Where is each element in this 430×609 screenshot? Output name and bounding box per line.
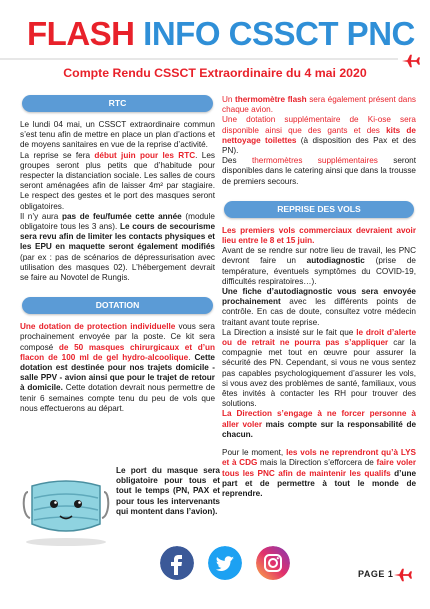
cabin-paragraph-3: Des thermomètres supplémentaires seront disponibles dans le catering ainsi que dans la trousse de premiers secours. — [222, 156, 417, 186]
page-header — [0, 14, 430, 58]
header-divider — [0, 58, 430, 60]
social-icons — [160, 546, 300, 584]
rtc-paragraph-1: Le lundi 04 mai, un CSSCT extraordinaire commun s’est tenu afin de mettre en place un plan d’actions et de moyens sanitaires en vue de la reprise d’activité. — [20, 120, 215, 150]
reprise-paragraph-4: La Direction a insisté sur le fait que le droit d’alerte ou de retrait ne pourra pas s’appliquer car la compagnie met tout en œuvre pour assurer la sécurité des PN. Cependant, si vous ne vous sentez pas capables psychologiquement d’assurer les vols, si vous avez des problèmes de santé, familiaux, vous êtes invités à contacter les RH pour trouver des solutions. — [222, 327, 417, 409]
reprise-paragraph-1: Les premiers vols commerciaux devraient avoir lieu entre le 8 et 15 juin. — [222, 225, 416, 246]
rtc-paragraph-3: Il n’y aura pas de feu/fumée cette année (module obligatoire tous les 3 ans). Le cours de secourisme sera revu afin de limiter les contacts physiques et les EPU en maquette seront également modifiés (par ex : pas de scénarios de dépressurisation avec utilisation des masques 02). L’hébergement devrait se faire au Novotel de Rungis. — [20, 211, 215, 283]
page-subtitle: Compte Rendu CSSCT Extraordinaire du 4 mai 2020 — [63, 66, 367, 80]
page-number: PAGE 1 — [358, 569, 394, 579]
left-column — [20, 95, 215, 414]
section-heading-rtc: RTC — [22, 95, 213, 112]
page-title — [27, 14, 415, 54]
facebook-icon[interactable] — [160, 546, 194, 580]
mask-block — [20, 466, 220, 551]
rtc-paragraph-2: La reprise se fera début juin pour les RTC. Les groupes seront plus petits que d’habitude pour respecter la distanciation sociale. Les salles de cours seront aménagées afin de laisser 4m² par stagiaire. Le respect des gestes et le port des masques seront obligatoires. — [20, 150, 215, 211]
title-info: INFO CSSCT PNC — [143, 15, 415, 52]
cabin-paragraph-1: Un thermomètre flash sera également présent dans chaque avion. — [222, 95, 417, 115]
right-column — [222, 95, 416, 499]
section-heading-dotation: DOTATION — [22, 297, 213, 314]
title-flash: FLASH — [27, 15, 144, 52]
section-heading-reprise: REPRISE DES VOLS — [224, 201, 414, 218]
face-mask-illustration — [20, 466, 112, 548]
cabin-paragraph-2: Une dotation supplémentaire de Ki-ose sera disponible ainsi que des gants et des kits de nettoyage toilettes (à disposition des Pax et des PN). — [222, 115, 416, 156]
reprise-paragraph-2: Avant de se rendre sur notre lieu de travail, les PNC devront faire un autodiagnostic (prise de température, éventuels symptômes du COVID-19, difficultés respiratoires…). — [222, 246, 416, 286]
reprise-paragraph-3: Une fiche d’autodiagnostic vous sera envoyée prochainement avec les différents points de contrôle. En cas de doute, consultez votre médecin traitant avant toute reprise. — [222, 287, 416, 327]
dotation-paragraph: Une dotation de protection individuelle vous sera prochainement envoyée par la poste. Ce kit sera composé de 50 masques chirurgicaux et d’un flacon de 100 ml de gel hydro-alcoolique. Cette dotation est destinée pour nos trajets domicile - salle PPV - avion ainsi que pour le trajet de retour à domicile. Cette dotation devrait nous permettre de tenir 6 semaines compte tenu du peu de vols que nous effectuerons au départ. — [20, 322, 215, 413]
instagram-icon[interactable] — [256, 546, 290, 580]
twitter-icon[interactable] — [208, 546, 242, 580]
reprise-paragraph-6: Pour le moment, les vols ne reprendront qu’à LYS et à CDG mais la Direction s’efforcera de faire voler tous les PNC afin de maintenir les qualifs d’une part et de permettre à tout le monde de reprendre. — [222, 448, 417, 498]
airplane-icon — [394, 568, 412, 582]
reprise-paragraph-5: La Direction s’engage à ne forcer personne à aller voler mais compte sur la responsabilité de chacun. — [222, 409, 417, 439]
mask-note: Le port du masque sera obligatoire pour tous et tout le temps (PN, PAX et pour tous les intervenants qui montent dans l’avion). — [116, 466, 220, 516]
